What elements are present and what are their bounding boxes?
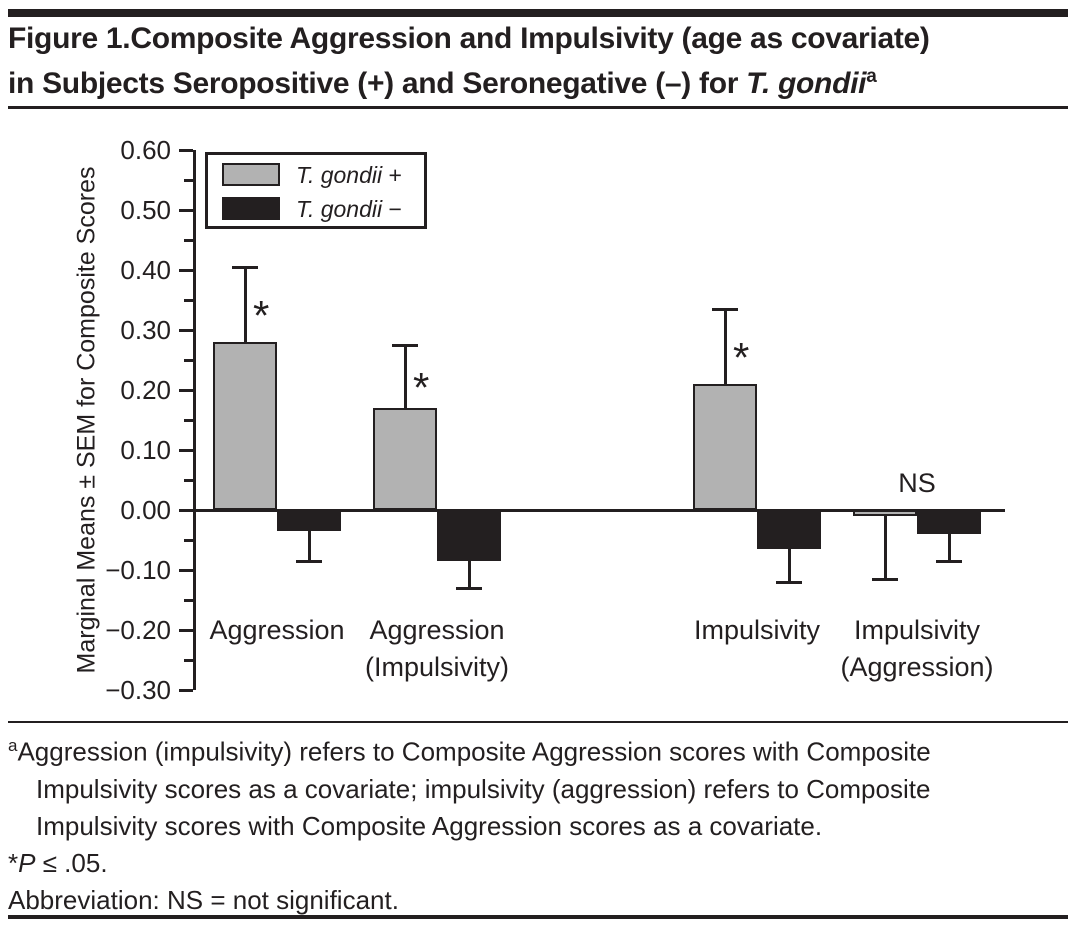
y-tick-label-−0.20: −0.20 bbox=[105, 615, 171, 645]
y-tick-major-0.50 bbox=[179, 209, 193, 212]
legend bbox=[205, 152, 427, 229]
y-tick-label-0.60: 0.60 bbox=[120, 135, 171, 165]
y-tick-major-0.10 bbox=[179, 449, 193, 452]
y-tick-label-−0.10: −0.10 bbox=[105, 555, 171, 585]
y-tick-major-0.00 bbox=[179, 509, 193, 512]
bar-tgondii-negative-aggression bbox=[277, 510, 341, 531]
bar-tgondii-positive-aggression-impulsivity bbox=[373, 408, 437, 510]
y-tick-minor bbox=[184, 299, 193, 302]
title-footnote-marker: a bbox=[866, 66, 877, 87]
errorbar-cap-tgondii-negative-impulsivity-aggression bbox=[936, 560, 962, 563]
y-tick-minor bbox=[184, 179, 193, 182]
legend-swatch-tgondii-negative bbox=[222, 197, 280, 220]
bar-tgondii-negative-aggression-impulsivity bbox=[437, 510, 501, 561]
bar-tgondii-positive-impulsivity bbox=[693, 384, 757, 510]
footnote-significance: *P ≤ .05. bbox=[8, 847, 108, 878]
y-tick-minor bbox=[184, 539, 193, 542]
errorbar-cap-tgondii-positive-aggression bbox=[232, 266, 258, 269]
footnote-a-line3: Impulsivity scores with Composite Aggression scores as a covariate. bbox=[36, 810, 823, 841]
y-axis-line bbox=[193, 150, 196, 690]
errorbar-cap-tgondii-positive-aggression-impulsivity bbox=[392, 344, 418, 347]
errorbar-tgondii-negative-aggression bbox=[308, 531, 311, 561]
errorbar-cap-tgondii-negative-aggression bbox=[296, 560, 322, 563]
sig-star-aggression-impulsivity: * bbox=[413, 363, 430, 411]
bottom-rule bbox=[8, 915, 1068, 919]
errorbar-tgondii-positive-impulsivity bbox=[724, 309, 727, 384]
y-tick-label-0.00: 0.00 bbox=[120, 495, 171, 525]
y-tick-label-0.30: 0.30 bbox=[120, 315, 171, 345]
errorbar-cap-tgondii-negative-aggression-impulsivity bbox=[456, 587, 482, 590]
y-tick-minor bbox=[184, 479, 193, 482]
errorbar-tgondii-positive-aggression bbox=[244, 267, 247, 342]
x-category-label-aggression: Aggression bbox=[209, 615, 345, 645]
x-category-label-impulsivity: Impulsivity bbox=[693, 615, 821, 645]
y-tick-label-0.20: 0.20 bbox=[120, 375, 171, 405]
y-tick-major-0.40 bbox=[179, 269, 193, 272]
y-tick-major-0.60 bbox=[179, 149, 193, 152]
errorbar-cap-tgondii-positive-impulsivity-aggression bbox=[872, 578, 898, 581]
y-tick-major-0.20 bbox=[179, 389, 193, 392]
y-tick-major-0.30 bbox=[179, 329, 193, 332]
y-tick-minor bbox=[184, 599, 193, 602]
legend-label-tgondii-positive: T. gondii + bbox=[296, 162, 402, 188]
errorbar-tgondii-negative-impulsivity bbox=[788, 549, 791, 582]
y-tick-label-0.50: 0.50 bbox=[120, 195, 171, 225]
y-tick-minor bbox=[184, 359, 193, 362]
y-tick-label-0.40: 0.40 bbox=[120, 255, 171, 285]
x-category-label-aggression-impulsivity: Aggression (Impulsivity) bbox=[364, 615, 509, 682]
bar-tgondii-positive-aggression bbox=[213, 342, 277, 510]
bar-tgondii-negative-impulsivity-aggression bbox=[917, 510, 981, 534]
errorbar-tgondii-negative-aggression-impulsivity bbox=[468, 561, 471, 588]
y-tick-minor bbox=[184, 239, 193, 242]
footnote-abbreviation: Abbreviation: NS = not significant. bbox=[8, 884, 399, 915]
zero-line bbox=[193, 509, 1005, 512]
footnotes bbox=[8, 727, 1070, 919]
y-tick-minor bbox=[184, 659, 193, 662]
figure-title-line1: Figure 1.Composite Aggression and Impulsivity (age as covariate) bbox=[8, 22, 930, 55]
bar-tgondii-negative-impulsivity bbox=[757, 510, 821, 549]
sig-ns-impulsivity-aggression: NS bbox=[898, 468, 936, 498]
species-name: T. gondii bbox=[746, 67, 867, 100]
y-tick-major-−0.10 bbox=[179, 569, 193, 572]
footnote-a-line1: $^a$Aggression (impulsivity) refers to Composite Aggression scores with Composite bbox=[8, 736, 931, 767]
legend-swatch-tgondii-positive bbox=[222, 163, 280, 186]
footnote-a-marker: a bbox=[8, 736, 18, 755]
y-tick-minor bbox=[184, 419, 193, 422]
legend-label-tgondii-negative: T. gondii − bbox=[296, 196, 402, 222]
y-axis-title: Marginal Means ± SEM for Composite Scores bbox=[72, 166, 101, 674]
errorbar-cap-tgondii-negative-impulsivity bbox=[776, 581, 802, 584]
sig-star-impulsivity: * bbox=[733, 333, 750, 381]
errorbar-tgondii-negative-impulsivity-aggression bbox=[948, 534, 951, 561]
y-tick-label-0.10: 0.10 bbox=[120, 435, 171, 465]
errorbar-tgondii-positive-aggression-impulsivity bbox=[404, 345, 407, 408]
sig-star-aggression: * bbox=[253, 291, 270, 339]
errorbar-tgondii-positive-impulsivity-aggression bbox=[884, 516, 887, 579]
footnote-a-line2: Impulsivity scores as a covariate; impulsivity (aggression) refers to Composite bbox=[36, 773, 931, 804]
x-category-label-impulsivity-aggression: Impulsivity (Aggression) bbox=[840, 615, 994, 682]
errorbar-cap-tgondii-positive-impulsivity bbox=[712, 308, 738, 311]
y-tick-major-−0.30 bbox=[179, 689, 193, 692]
y-tick-label-−0.30: −0.30 bbox=[105, 675, 171, 705]
footnote-rule bbox=[8, 721, 1068, 723]
figure-title-line2: in Subjects Seropositive (+) and Seronegative (–) for T. gondii$^a$ bbox=[8, 66, 877, 100]
